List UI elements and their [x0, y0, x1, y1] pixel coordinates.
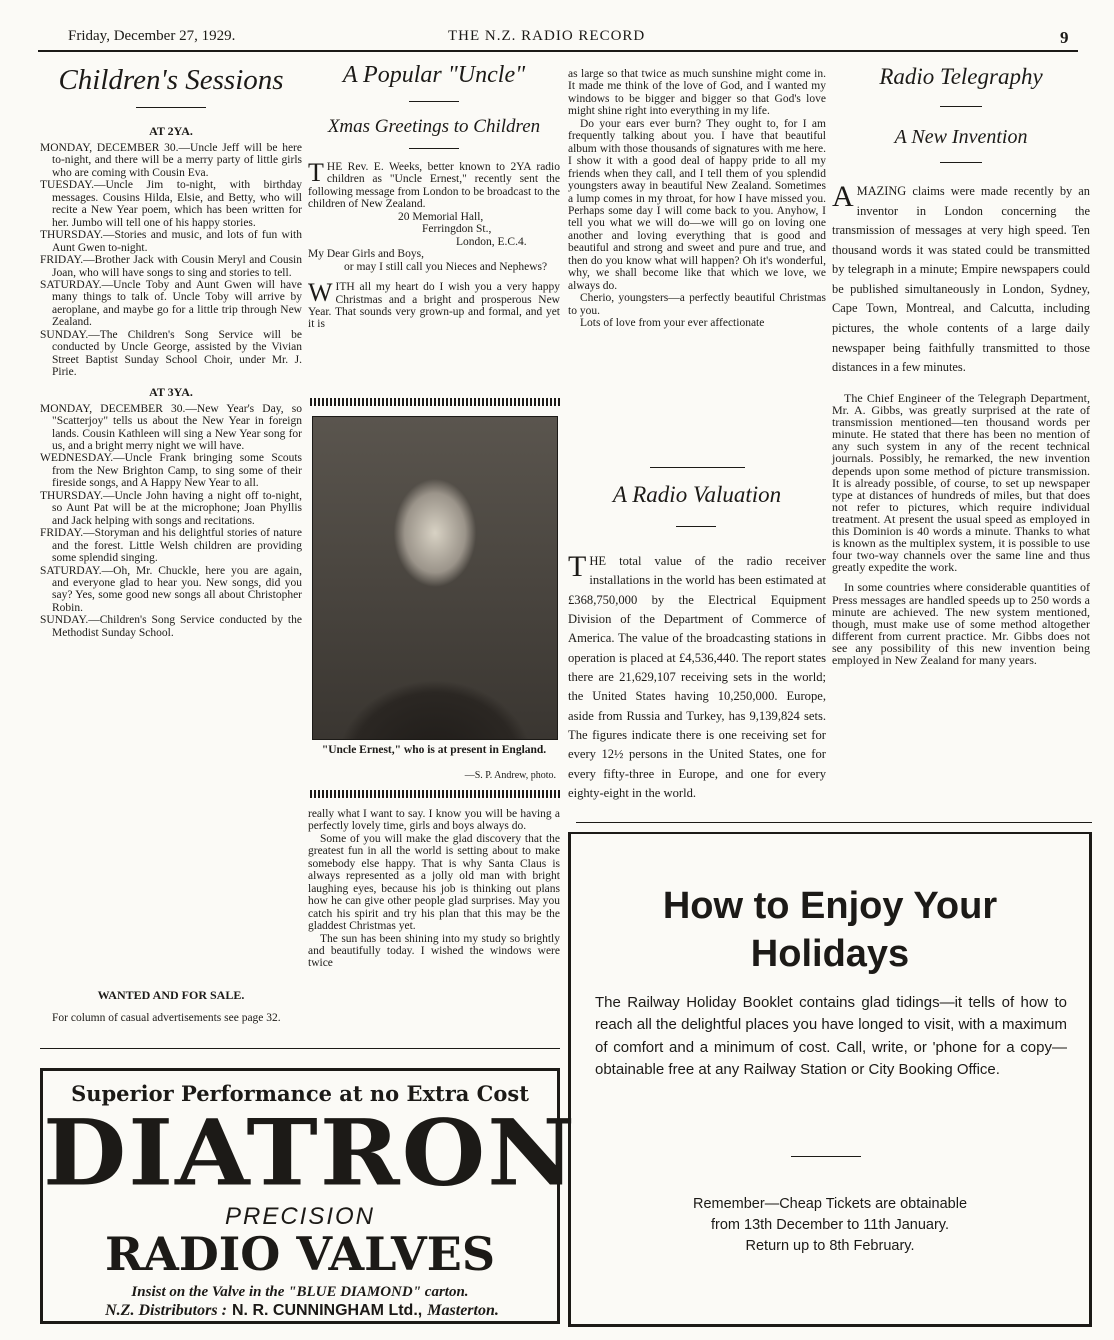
title-divider: [136, 107, 206, 108]
uncle-intro-text: HE Rev. E. Weeks, better known to 2YA radio children as "Uncle Ernest," recently sent the following message from London to be broadcast to the children of New Zealand.: [308, 161, 560, 211]
diatron-brand: DIATRON: [43, 1098, 577, 1207]
photo-credit: —S. P. Andrew, photo.: [464, 770, 556, 781]
issue-date: Friday, December 27, 1929.: [68, 28, 236, 44]
address-line: Ferringdon St.,: [422, 223, 492, 236]
sessions-3ya-list: [40, 403, 302, 640]
uncle-ernest-photo: [312, 416, 558, 740]
uncle-title: A Popular "Uncle": [342, 62, 526, 88]
list-item: MONDAY, DECEMBER 30.—New Year's Day, so "Scatterjoy" tells us about the New Year in foreign lands. Cousin Kathleen will sing a New Year song for us, and a bright merry night we will have.: [40, 402, 302, 452]
holiday-remember: [571, 1194, 1089, 1257]
sessions-2ya-list: [40, 142, 302, 379]
holiday-title-line: How to Enjoy Your: [662, 885, 998, 927]
dropcap: T: [568, 550, 587, 583]
photo-border-bottom: [310, 790, 560, 798]
telegraphy-para1-text: MAZING claims were made recently by an inventor in London concerning the transmission of messages at very high speed. Ten thousand words it was stated could be transmitted by telegraph in a minute; Empire newspapers could be published simultaneously in London, Sydney, Cape Town, Montreal, and Calcutta, including pictures, the whole contents of a large daily newspaper being faithfully transmitted to those distances in a few minutes.: [832, 184, 1090, 375]
salutation-line: or may I still call you Nieces and Nephews?: [344, 260, 548, 273]
diatron-precision: PRECISION: [224, 1203, 376, 1230]
dropcap: T: [308, 158, 324, 187]
uncle-letter-continued: [568, 68, 826, 330]
list-item: FRIDAY.—Storyman and his delightful stories of nature and the forest. Little Welsh children are providing some splendid singing.: [40, 527, 302, 565]
dropcap: A: [832, 180, 854, 213]
telegraphy-para1: [832, 182, 1090, 378]
salutation-line: My Dear Girls and Boys,: [308, 248, 424, 261]
wanted-heading: WANTED AND FOR SALE.: [97, 988, 245, 1002]
title-divider: [676, 526, 716, 527]
diatron-distributors: [57, 1300, 547, 1320]
header-rule: [38, 50, 1078, 52]
valuation-body: HE total value of the radio receiver installations in the world has been estimated at £368,750,000 by the Electrical Equipment Division of the Department of Commerce of America. The value of the broadcasting stations in operation is placed at £4,536,440. The report states there are 21,629,107 receiving sets in the world; the United States having 10,250,000. Europe, aside from Russia and Turkey, has 9,139,824 sets. The figures indicate there is one receiving set for every 12½ persons in the United States, one for every fifty-three in Europe, and one for every eighty-eight in the world.: [568, 554, 826, 801]
childrens-sessions-column: [40, 56, 302, 639]
holiday-divider: [791, 1156, 861, 1157]
uncle-continuation: [308, 808, 560, 970]
uncle-subtitle: Xmas Greetings to Children: [327, 116, 541, 137]
dropcap: W: [308, 278, 333, 308]
telegraphy-subtitle: A New Invention: [894, 126, 1028, 148]
title-divider: [940, 106, 982, 107]
telegraphy-para3: In some countries where considerable quantities of Press messages are handled speeds up to 250 words a minute are achieved. The new system mentioned, though, must make use of some method altogether different from current practice. Mr. Gibbs does not see any possibility of this new invention being employed in New Zealand for many years.: [832, 580, 1090, 667]
photo-caption: "Uncle Ernest," who is at present in England.: [321, 744, 547, 756]
holiday-title: [571, 882, 1089, 978]
list-item: THURSDAY.—Stories and music, and lots of fun with Aunt Gwen to-night.: [40, 229, 302, 254]
wanted-text: For column of casual advertisements see page 32.: [52, 1012, 281, 1024]
list-item: TUESDAY.—Uncle Jim to-night, with birthday messages. Cousins Hilda, Elsie, and Betty, who will recite a New Year poem, which has been written for her. Jumbo will tell one of his happy stories.: [40, 179, 302, 229]
address-line: London, E.C.4.: [456, 235, 527, 248]
diatron-ad[interactable]: [40, 1068, 577, 1324]
title-divider: [409, 148, 459, 149]
address-block: [308, 211, 560, 248]
holiday-body: The Railway Holiday Booklet contains glad tidings—it tells of how to reach all the delightful places you have longed to visit, with a maximum of comfort and a minimum of cost. Call, write, or 'phone for a copy—obtainable free at any Railway Station or City Booking Office.: [595, 994, 1067, 1078]
letter-para: Cherio, youngsters—a perfectly beautiful Christmas to you.: [568, 292, 826, 317]
uncle-intro: [308, 158, 560, 211]
address-line: 20 Memorial Hall,: [398, 210, 484, 223]
title-divider: [409, 101, 459, 102]
diatron-tagline: Superior Performance at no Extra Cost: [71, 1081, 529, 1106]
holiday-title-line: Holidays: [750, 933, 910, 975]
list-item: MONDAY, DECEMBER 30.—Uncle Jeff will be here to-night, and there will be a merry party of little girls who are coming with Cousin Eva.: [40, 142, 302, 179]
uncle-para4: The sun has been shining into my study so brightly and beautifully today. I wished the windows were twice: [308, 932, 560, 970]
diatron-product: RADIO VALVES: [104, 1227, 496, 1281]
holiday-ad[interactable]: [568, 832, 1092, 1327]
heading-2ya: AT 2YA.: [149, 124, 193, 138]
list-item: SUNDAY.—The Children's Song Service will be conducted by Uncle George, assisted by the Vivian Street Baptist Sunday School Choir, under Mr. J. Pirie.: [40, 328, 302, 379]
distributors-name: N. R. CUNNINGHAM Ltd.,: [232, 1302, 423, 1319]
list-item: FRIDAY.—Brother Jack with Cousin Meryl and Cousin Joan, who will have songs to sing and stories to tell.: [40, 254, 302, 279]
distributors-town: Masterton.: [427, 1302, 499, 1319]
title-divider: [940, 162, 982, 163]
list-item: THURSDAY.—Uncle John having a night off to-night, so Aunt Pat will be at the microphone; Joan Phyllis and Jack helping with songs and recitations.: [40, 489, 302, 527]
telegraphy-title: Radio Telegraphy: [879, 64, 1043, 89]
page-number: 9: [1060, 28, 1069, 47]
telegraphy-para-rest: [832, 392, 1090, 666]
uncle-article: [308, 62, 560, 331]
valuation-title: A Radio Valuation: [612, 482, 782, 507]
remember-line: from 13th December to 11th January.: [710, 1217, 950, 1233]
letter-para: Lots of love from your ever affectionate: [580, 317, 765, 330]
uncle-para3: Some of you will make the glad discovery that the greatest fun in all the world is setting about to make somebody else happy. That is why Santa Claus is always represented as a jolly old man with bright laughing eyes, because his job is thinking out plans how he can give other people glad surprises. May you catch his spirit and try his plan that this may be the gladdest Christmas yet.: [308, 832, 560, 933]
remember-line: Remember—Cheap Tickets are obtainable: [692, 1196, 968, 1212]
valuation-text: [568, 552, 826, 803]
letter-para: Do your ears ever burn? They ought to, for I am frequently talking about you. I have that beautiful album with those thousands of signatures with me here. I show it with a good deal of happy pride to all my friends when they call, and I tell them of you splendid youngsters away in beautiful New Zealand. Sometimes a lump comes in my throat, for how I have missed you. Perhaps some day I will come back to you. Anyhow, I tell you what we will do—we will go on loving one another and loving everything that is good and beautiful and strong and sweet and pure and true, and then do you know what will happen? Oh it's wonderful, why, we shall become like that which we love, we always do.: [568, 117, 826, 292]
telegraphy-para2: The Chief Engineer of the Telegraph Department, Mr. A. Gibbs, was greatly surprised at the rate of transmission mentioned—ten thousand words per minute. He stated that there has been no mention of any such system in any of the recent technical journals. Possibly, he remarked, the new invention depends upon some method of picture transmission. It is already possible, of course, to set up newspaper type at distances of hundreds of miles, but that does not refer to pictures, which require individual treatment. At present the usual speed as employed in this Dominion is 40 words a minute. Thanks to what is known as the multiplex system, it is possible to use four two-way channels over the same line and thus greatly expedite the work.: [832, 391, 1090, 575]
section-divider: [650, 467, 745, 468]
uncle-para1-text: ITH all my heart do I wish you a very happy Christmas and a bright and prosperous New Year. That sounds very grown-up and formal, and yet it is: [308, 281, 560, 331]
childrens-sessions-title: Children's Sessions: [58, 64, 284, 96]
distributors-label: N.Z. Distributors :: [105, 1302, 227, 1319]
letter-para: as large so that twice as much sunshine might come in. It made me think of the love of God, and I wanted my windows to be bigger and bigger so that God's love might shine right into everything in my life.: [568, 68, 826, 118]
ad-separator: [40, 1048, 560, 1049]
list-item: SATURDAY.—Oh, Mr. Chuckle, here you are again, and everyone glad to hear you. New songs, did you say? Yes, some good new songs all about Christopher Robin.: [40, 564, 302, 614]
heading-3ya: AT 3YA.: [149, 384, 193, 399]
ad-separator: [576, 822, 1092, 823]
diatron-insist: Insist on the Valve in the "BLUE DIAMOND" carton.: [131, 1284, 469, 1300]
publication-title: THE N.Z. RADIO RECORD: [448, 28, 646, 44]
salutation: [308, 248, 560, 273]
photo-border-top: [310, 398, 560, 406]
uncle-para2: really what I want to say. I know you will be having a perfectly lovely time, girls and boys always do.: [308, 808, 560, 833]
list-item: WEDNESDAY.—Uncle Frank bringing some Scouts from the New Brighton Camp, to sing some of their fireside songs, and A Happy New Year to all.: [40, 452, 302, 490]
list-item: SUNDAY.—Children's Song Service conducted by the Methodist Sunday School.: [40, 614, 302, 639]
list-item: SATURDAY.—Uncle Toby and Aunt Gwen will have many things to talk of. Uncle Toby will arrive by aeroplane, and maybe go for a little trip through New Zealand.: [40, 278, 302, 329]
uncle-para1: [308, 278, 560, 331]
remember-line: Return up to 8th February.: [745, 1238, 915, 1254]
